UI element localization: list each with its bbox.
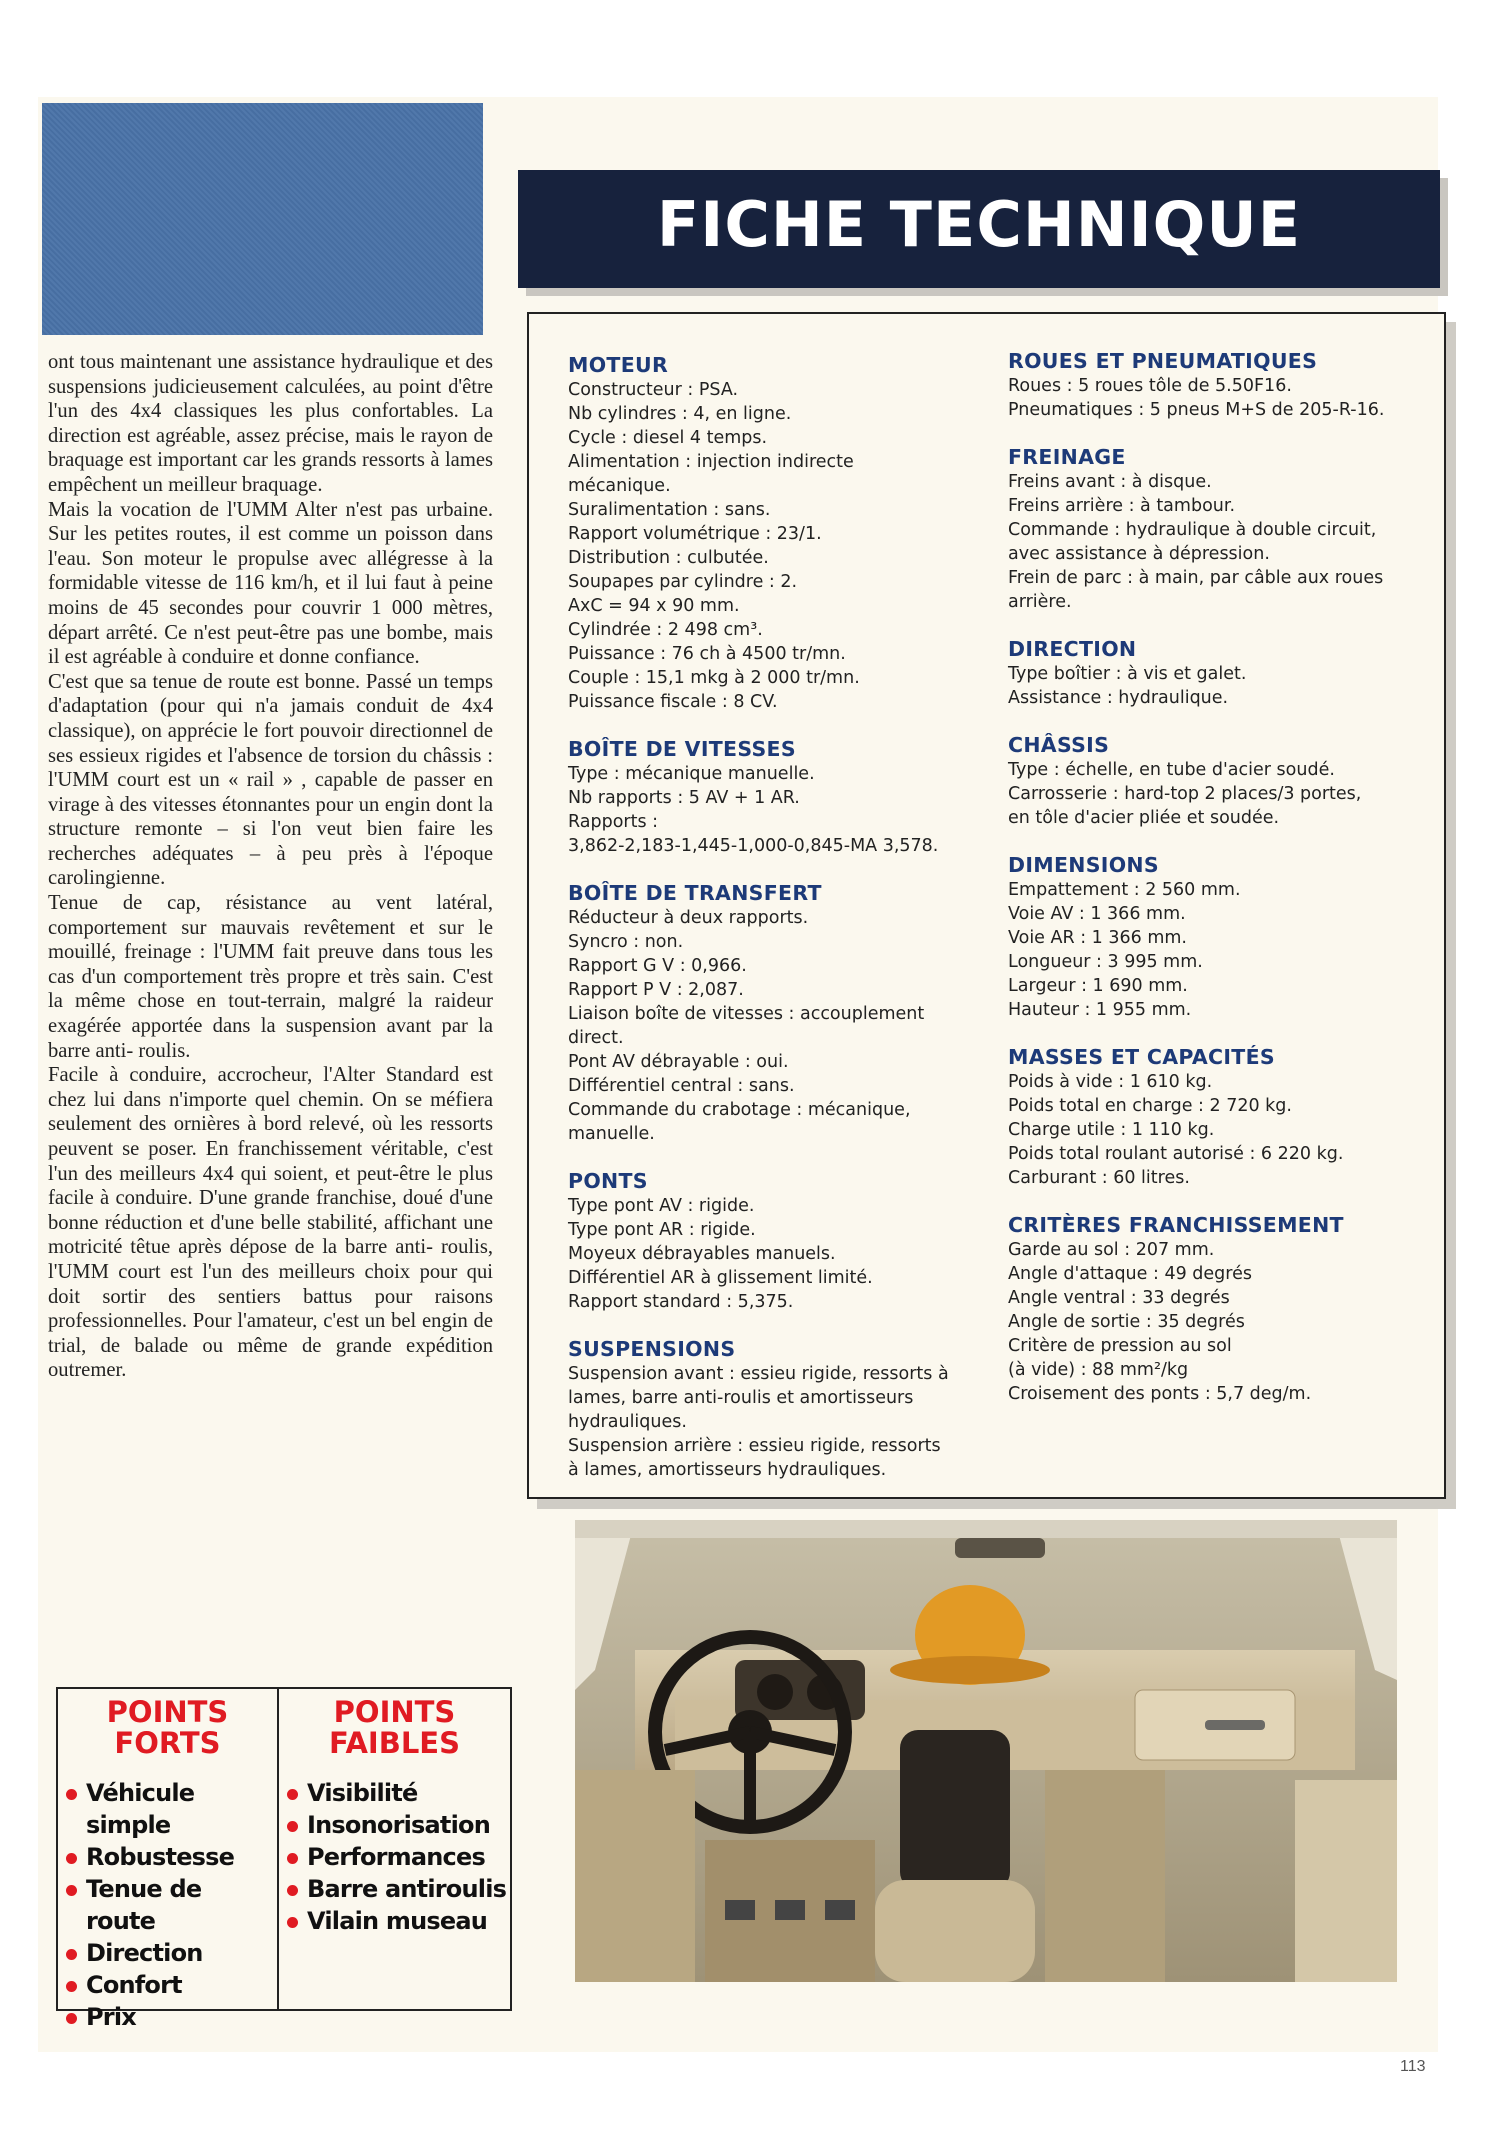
spec-line: Couple : 15,1 mkg à 2 000 tr/mn.	[568, 668, 860, 688]
spec-line: Commande : hydraulique à double circuit,	[1008, 520, 1377, 540]
point-label: Tenue de route	[86, 1875, 202, 1935]
spec-section	[1008, 444, 1428, 614]
spec-line: Différentiel central : sans.	[568, 1076, 795, 1096]
spec-line: Suralimentation : sans.	[568, 500, 771, 520]
spec-line: Voie AV : 1 366 mm.	[1008, 904, 1186, 924]
point-item	[66, 1873, 277, 1937]
spec-line: Réducteur à deux rapports.	[568, 908, 809, 928]
spec-line: Syncro : non.	[568, 932, 684, 952]
point-item	[287, 1809, 510, 1841]
article-paragraph: ont tous maintenant une assistance hydraulique et des suspensions judicieusement calculées, au point d'être l'un des 4x4 classiques les plus confortables. La direction est agréable, assez précise, mais le rayon de braquage est important car les grands ressorts à lames empêchent un meilleur braquage.	[48, 351, 493, 496]
points-forts-title: POINTS FORTS	[106, 1695, 229, 1760]
spec-line: Poids total en charge : 2 720 kg.	[1008, 1096, 1292, 1116]
spec-line: Pneumatiques : 5 pneus M+S de 205-R-16.	[1008, 400, 1385, 420]
spec-line: en tôle d'acier pliée et soudée.	[1008, 808, 1280, 828]
bullet-dot-icon	[66, 2013, 77, 2024]
spec-section-title: CRITÈRES FRANCHISSEMENT	[1008, 1213, 1344, 1237]
page-number: 113	[1400, 2058, 1426, 2075]
spec-section	[1008, 732, 1428, 830]
point-item	[66, 1841, 277, 1873]
bullet-dot-icon	[66, 1853, 77, 1864]
article-paragraph: Tenue de cap, résistance au vent latéral, comportement sur mauvais revêtement et sur le mouillé, freinage : l'UMM fait preuve dans tous les cas d'un comportement très propre et très sain. C'est la même chose en tout-terrain, malgré la raideur exagérée apportée dans la suspension avant par la barre anti- roulis.	[48, 892, 493, 1062]
spec-section	[1008, 1212, 1428, 1406]
spec-line: Empattement : 2 560 mm.	[1008, 880, 1241, 900]
spec-line: Nb cylindres : 4, en ligne.	[568, 404, 792, 424]
spec-section-title: MOTEUR	[568, 353, 669, 377]
specs-left-column	[568, 352, 1008, 1504]
spec-section	[568, 352, 1008, 714]
spec-line: 3,862-2,183-1,445-1,000-0,845-MA 3,578.	[568, 836, 939, 856]
spec-line: Cylindrée : 2 498 cm³.	[568, 620, 763, 640]
spec-line: (à vide) : 88 mm²/kg	[1008, 1360, 1189, 1380]
spec-line: Angle ventral : 33 degrés	[1008, 1288, 1230, 1308]
point-label: Vilain museau	[307, 1907, 488, 1935]
spec-line: Hauteur : 1 955 mm.	[1008, 1000, 1192, 1020]
spec-line: Moyeux débrayables manuels.	[568, 1244, 836, 1264]
spec-line: Freins arrière : à tambour.	[1008, 496, 1236, 516]
spec-line: Croisement des ponts : 5,7 deg/m.	[1008, 1384, 1312, 1404]
spec-line: Assistance : hydraulique.	[1008, 688, 1229, 708]
spec-section-title: CHÂSSIS	[1008, 733, 1110, 757]
spec-line: Garde au sol : 207 mm.	[1008, 1240, 1215, 1260]
points-faibles-column	[279, 1697, 510, 1937]
point-item	[287, 1777, 510, 1809]
spec-line: Suspension arrière : essieu rigide, ressorts	[568, 1436, 941, 1456]
point-item	[66, 1969, 277, 2001]
spec-line: à lames, amortisseurs hydrauliques.	[568, 1460, 887, 1480]
point-label: Véhicule simple	[86, 1779, 195, 1839]
spec-section	[1008, 852, 1428, 1022]
spec-line: lames, barre anti-roulis et amortisseurs	[568, 1388, 914, 1408]
bullet-dot-icon	[66, 1789, 77, 1800]
spec-line: Voie AR : 1 366 mm.	[1008, 928, 1187, 948]
point-label: Visibilité	[307, 1779, 418, 1807]
point-item	[66, 2001, 277, 2033]
point-item	[287, 1905, 510, 1937]
spec-line: Nb rapports : 5 AV + 1 AR.	[568, 788, 800, 808]
spec-line: Type pont AV : rigide.	[568, 1196, 755, 1216]
spec-section	[568, 736, 1008, 858]
point-item	[66, 1937, 277, 1969]
spec-line: Carburant : 60 litres.	[1008, 1168, 1190, 1188]
points-faibles-title: POINTS FAIBLES	[329, 1695, 460, 1760]
spec-section-title: DIMENSIONS	[1008, 853, 1159, 877]
point-label: Prix	[86, 2003, 136, 2031]
spec-line: Carrosserie : hard-top 2 places/3 portes,	[1008, 784, 1362, 804]
spec-line: Rapport P V : 2,087.	[568, 980, 744, 1000]
spec-line: mécanique.	[568, 476, 671, 496]
points-forts-list	[58, 1777, 277, 2033]
spec-line: Type : mécanique manuelle.	[568, 764, 815, 784]
blue-color-block	[42, 103, 483, 335]
spec-line: Type : échelle, en tube d'acier soudé.	[1008, 760, 1335, 780]
spec-line: AxC = 94 x 90 mm.	[568, 596, 740, 616]
spec-line: Critère de pression au sol	[1008, 1336, 1232, 1356]
spec-line: direct.	[568, 1028, 624, 1048]
spec-line: hydrauliques.	[568, 1412, 687, 1432]
point-label: Insonorisation	[307, 1811, 490, 1839]
spec-line: arrière.	[1008, 592, 1072, 612]
spec-line: Roues : 5 roues tôle de 5.50F16.	[1008, 376, 1292, 396]
spec-line: manuelle.	[568, 1124, 655, 1144]
spec-section-title: FREINAGE	[1008, 445, 1126, 469]
spec-line: Rapport standard : 5,375.	[568, 1292, 794, 1312]
article-body	[48, 350, 493, 1383]
bullet-dot-icon	[287, 1821, 298, 1832]
spec-line: Suspension avant : essieu rigide, ressorts à	[568, 1364, 949, 1384]
bullet-dot-icon	[66, 1885, 77, 1896]
spec-line: Rapport G V : 0,966.	[568, 956, 747, 976]
bullet-dot-icon	[287, 1885, 298, 1896]
point-item	[287, 1841, 510, 1873]
spec-line: Angle de sortie : 35 degrés	[1008, 1312, 1245, 1332]
banner-title: FICHE TECHNIQUE	[656, 188, 1302, 261]
spec-line: Rapport volumétrique : 23/1.	[568, 524, 822, 544]
spec-line: Longueur : 3 995 mm.	[1008, 952, 1203, 972]
spec-section-title: ROUES ET PNEUMATIQUES	[1008, 349, 1318, 373]
spec-line: Constructeur : PSA.	[568, 380, 739, 400]
points-forts-column	[58, 1697, 277, 2033]
spec-line: avec assistance à dépression.	[1008, 544, 1270, 564]
spec-line: Charge utile : 1 110 kg.	[1008, 1120, 1215, 1140]
specs-right-column	[1008, 348, 1428, 1428]
point-item	[287, 1873, 510, 1905]
fiche-technique-banner	[518, 170, 1440, 288]
bullet-dot-icon	[66, 1981, 77, 1992]
spec-section	[1008, 636, 1428, 710]
spec-line: Poids à vide : 1 610 kg.	[1008, 1072, 1213, 1092]
spec-section-title: PONTS	[568, 1169, 648, 1193]
spec-line: Angle d'attaque : 49 degrés	[1008, 1264, 1252, 1284]
point-label: Barre antiroulis	[307, 1875, 507, 1903]
article-paragraph: Mais la vocation de l'UMM Alter n'est pas urbaine. Sur les petites routes, il est comme un poisson dans l'eau. Son moteur le propulse avec allégresse à la formidable vitesse de 116 km/h, et il lui faut à peine moins de 45 secondes pour couvrir 1 000 mètres, départ arrêté. Ce n'est peut-être pas une bombe, mais il est agréable à conduire et donne confiance.	[48, 498, 493, 669]
points-box	[56, 1687, 512, 2031]
spec-line: Commande du crabotage : mécanique,	[568, 1100, 911, 1120]
spec-line: Frein de parc : à main, par câble aux roues	[1008, 568, 1384, 588]
spec-line: Type boîtier : à vis et galet.	[1008, 664, 1247, 684]
spec-section	[1008, 1044, 1428, 1190]
spec-section-title: BOÎTE DE VITESSES	[568, 737, 796, 761]
article-paragraph: Facile à conduire, accrocheur, l'Alter Standard est chez lui dans n'importe quel chemin. On se méfiera seulement des ornières à bord relevé, où les ressorts peuvent se poser. En franchissement véritable, c'est l'un des meilleurs 4x4 qui soient, et peut-être le plus facile à conduire. D'une grande franchise, doué d'une bonne réduction et d'une belle stabilité, affichant une motricité têtue après dépose de la barre anti- roulis, l'UMM court est l'un des meilleurs choix pour qui doit sortir des sentiers battus pour raisons professionnelles. Pour l'amateur, c'est un bel engin de trial, de balade ou même de grande expédition outremer.	[48, 1064, 493, 1382]
bullet-dot-icon	[66, 1949, 77, 1960]
spec-line: Type pont AR : rigide.	[568, 1220, 756, 1240]
point-item	[66, 1777, 277, 1841]
spec-line: Puissance fiscale : 8 CV.	[568, 692, 778, 712]
spec-line: Cycle : diesel 4 temps.	[568, 428, 768, 448]
spec-line: Distribution : culbutée.	[568, 548, 769, 568]
point-label: Performances	[307, 1843, 485, 1871]
spec-line: Poids total roulant autorisé : 6 220 kg.	[1008, 1144, 1344, 1164]
spec-section	[568, 1336, 1008, 1482]
point-label: Direction	[86, 1939, 203, 1967]
spec-line: Freins avant : à disque.	[1008, 472, 1212, 492]
spec-section-title: DIRECTION	[1008, 637, 1137, 661]
bullet-dot-icon	[287, 1917, 298, 1928]
dashboard-interior-illustration	[575, 1520, 1397, 1982]
spec-line: Puissance : 76 ch à 4500 tr/mn.	[568, 644, 846, 664]
dashboard-photo	[575, 1520, 1397, 1982]
spec-section	[1008, 348, 1428, 422]
spec-line: Largeur : 1 690 mm.	[1008, 976, 1188, 996]
spec-line: Soupapes par cylindre : 2.	[568, 572, 798, 592]
spec-line: Différentiel AR à glissement limité.	[568, 1268, 873, 1288]
spec-section	[568, 1168, 1008, 1314]
bullet-dot-icon	[287, 1853, 298, 1864]
spec-line: Rapports :	[568, 812, 659, 832]
spec-line: Liaison boîte de vitesses : accouplement	[568, 1004, 925, 1024]
spec-section-title: MASSES ET CAPACITÉS	[1008, 1045, 1275, 1069]
spec-section-title: SUSPENSIONS	[568, 1337, 736, 1361]
bullet-dot-icon	[287, 1789, 298, 1800]
article-paragraph: C'est que sa tenue de route est bonne. Passé un temps d'adaptation (pour qui n'a jamais conduit de 4x4 classique), on apprécie le fort pouvoir directionnel de ses essieux rigides et l'absence de torsion du châssis : l'UMM court est un « rail » , capable de passer en virage à des vitesses étonnantes pour un engin dont la structure remonte – si l'on veut bien faire les recherches adéquates – à peu près à l'époque carolingienne.	[48, 670, 493, 890]
spec-line: Pont AV débrayable : oui.	[568, 1052, 789, 1072]
spec-line: Alimentation : injection indirecte	[568, 452, 854, 472]
points-faibles-list	[279, 1777, 510, 1937]
point-label: Confort	[86, 1971, 182, 1999]
point-label: Robustesse	[86, 1843, 235, 1871]
spec-section-title: BOÎTE DE TRANSFERT	[568, 881, 822, 905]
spec-section	[568, 880, 1008, 1146]
